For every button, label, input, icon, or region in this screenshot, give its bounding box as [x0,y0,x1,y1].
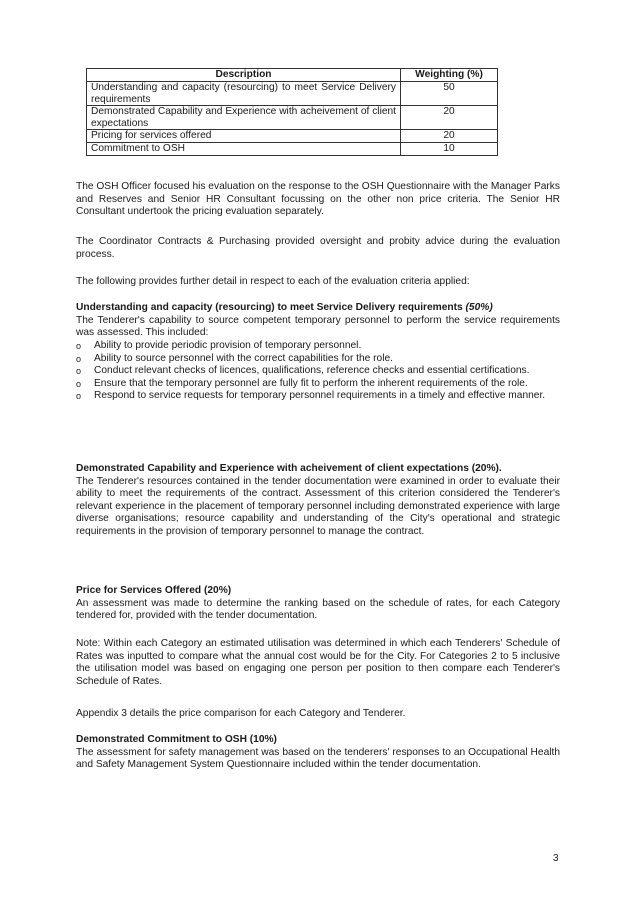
table-row [87,106,498,130]
list-item-text: Ability to provide periodic provision of temporary personnel. [94,340,362,351]
bullet-marker: o [76,353,82,364]
section-heading: Demonstrated Commitment to OSH (10%) [76,734,277,745]
table-row [87,142,498,155]
criterion-weighting: 20 [401,130,498,143]
table-row [87,82,498,106]
section-heading: Price for Services Offered (20%) [76,585,232,596]
list-item [76,378,560,391]
section-heading-percentage: (50%) [465,302,493,313]
section-heading [76,302,560,315]
capability-bullet-list [76,340,560,403]
osh-officer-text: The OSH Officer focused his evaluation on the response to the OSH Questionnaire with the Manager Parks and Reserves and Senior HR Consultant focussing on the other non price criteria. The Senior HR Consultant undertook the pricing evaluation separately. [76,181,560,218]
section-heading-text: Understanding and capacity (resourcing) to meet Service Delivery requirements [76,302,463,313]
osh-officer-paragraph [76,181,560,219]
column-header-description: Description [87,69,401,82]
price-note-paragraph [76,638,560,688]
criterion-description: Pricing for services offered [87,130,401,143]
section-body: The Tenderer's resources contained in the tender documentation were examined in order to evaluate their ability to meet the requirements of the contract. Assessment of this criterion considered the Tenderer's relevant experience in the placement of temporary personnel including demonstrated experience with large diverse organisations; resource capability and understanding of the City's operational and strategic requirements in the provision of temporary personnel to manage the contract. [76,475,560,537]
section-body: An assessment was made to determine the ranking based on the schedule of rates, for each Category tendered for, provided with the tender documentation. [76,597,560,622]
list-item [76,340,560,353]
criterion-weighting: 10 [401,142,498,155]
section-body: The assessment for safety management was based on the tenderers' responses to an Occupational Health and Safety Management System Questionnaire included within the tender documentation. [76,746,560,771]
criterion-weighting: 20 [401,106,498,130]
appendix-paragraph [76,708,560,721]
section-understanding [76,302,560,340]
list-item-text: Conduct relevant checks of licences, qualifications, reference checks and essential certifications. [94,365,530,377]
criterion-description: Commitment to OSH [87,142,401,155]
bullet-marker: o [76,341,82,351]
criterion-description: Understanding and capacity (resourcing) to meet Service Delivery requirements [87,82,401,106]
criterion-description: Demonstrated Capability and Experience with acheivement of client expectations [87,106,401,130]
section-capability-experience [76,463,560,539]
following-text: The following provides further detail in respect to each of the evaluation criteria applied: [76,276,470,287]
coordinator-paragraph [76,236,560,261]
section-intro: The Tenderer's capability to source competent temporary personnel to perform the service requirements was assessed. This included: [76,314,560,339]
table-row [87,130,498,143]
section-price [76,585,560,623]
appendix-text: Appendix 3 details the price comparison for each Category and Tenderer. [76,708,406,719]
criterion-weighting: 50 [401,82,498,106]
list-item-text: Ability to source personnel with the correct capabilities for the role. [94,352,393,364]
list-item [76,390,560,403]
price-note-text: Note: Within each Category an estimated utilisation was determined in which each Tenderers' Schedule of Rates was inputted to compare what the annual cost would be for the City. For Categories 2 to 5 inclusive the utilisation model was based on engaging one person per position to then compare each Tenderer's Schedule of Rates. [76,638,560,687]
column-header-weighting: Weighting (%) [401,69,498,82]
section-heading: Demonstrated Capability and Experience with acheivement of client expectations (20%). [76,463,502,474]
evaluation-criteria-table [86,68,498,156]
bullet-marker: o [76,378,82,389]
following-paragraph [76,276,560,289]
list-item [76,365,560,378]
section-osh [76,734,560,772]
bullet-marker: o [76,391,82,402]
table-header-row [87,69,498,82]
page-number: 3 [553,853,559,864]
list-item-text: Respond to service requests for temporary personnel requirements in a timely and effective manner. [94,390,546,402]
bullet-marker: o [76,366,82,377]
list-item [76,353,560,366]
list-item-text: Ensure that the temporary personnel are fully fit to perform the inherent requirements of the role. [94,377,528,389]
coordinator-text: The Coordinator Contracts & Purchasing provided oversight and probity advice during the evaluation process. [76,236,560,260]
